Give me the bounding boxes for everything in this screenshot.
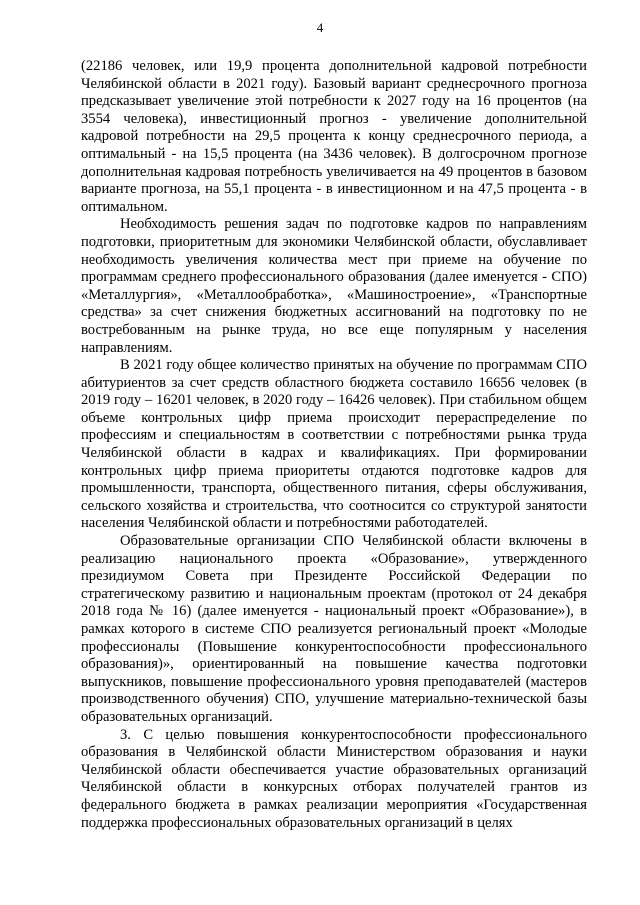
page-number: 4 (316, 20, 324, 35)
paragraph-item-3: 3. С целью повышения конкурентоспособности профессионального образования в Челябинской области Министерством образования и науки Челябинской области обеспечивается участие образовательных организаций Челябинской области в конкурсных отборах получателей грантов из федерального бюджета в рамках реализации мероприятия «Государственная поддержка профессиональных образовательных организаций в целях (81, 726, 587, 831)
paragraph-continuation: (22186 человек, или 19,9 процента дополнительной кадровой потребности Челябинской области в 2021 году). Базовый вариант среднесрочного прогноза предсказывает увеличение этой потребности к 2027 году на 16 процентов (на 3554 человека), инвестиционный прогноз - увеличение дополнительной кадровой потребности на 29,5 процента к концу среднесрочного периода, а оптимальный - на 15,5 процента (на 3436 человек). В долгосрочном прогнозе дополнительная кадровая потребность увеличивается на 49 процентов в базовом варианте прогноза, на 55,1 процента - в инвестиционном и на 47,5 процента - в оптимальном. (81, 58, 587, 215)
paragraph-admissions-2021: В 2021 году общее количество принятых на обучение по программам СПО абитуриентов за счет средств областного бюджета составило 16656 человек (в 2019 году – 16201 человек, в 2020 году – 16426 человек). При стабильном общем объеме контрольных цифр приема происходит перераспределение по профессиям и специальностям в соответствии с потребностями рынка труда Челябинской области в кадрах и квалификациях. При формировании контрольных цифр приема приоритеты отдаются подготовке кадров для промышленности, транспорта, общественного питания, сферы обслуживания, сельского хозяйства и строительства, что соотносится со структурой занятости населения Челябинской области и потребностями работодателей. (81, 357, 587, 532)
paragraph-national-project: Образовательные организации СПО Челябинской области включены в реализацию национального проекта «Образование», утвержденного президиумом Совета при Президенте Российской Федерации по стратегическому развитию и национальным проектам (протокол от 24 декабря 2018 года № 16) (далее именуется - национальный проект «Образование»), в рамках которого в системе СПО реализуется региональный проект «Молодые профессионалы (Повышение конкурентоспособности профессионального образования)», ориентированный на повышение качества подготовки выпускников, повышение профессионального уровня преподавателей (мастеров производственного обучения) СПО, улучшение материально-технической базы образовательных организаций. (81, 533, 587, 725)
paragraph-training-needs: Необходимость решения задач по подготовке кадров по направлениям подготовки, приоритетным для экономики Челябинской области, обуславливает необходимость увеличения количества мест при приеме на обучение по программам среднего профессионального образования (далее именуется - СПО) «Металлургия», «Металлообработка», «Машиностроение», «Транспортные средства» за счет снижения бюджетных ассигнований на подготовку по не востребованным на рынке труда, но все еще популярным у населения направлениям. (81, 216, 587, 356)
document-body (81, 58, 587, 832)
